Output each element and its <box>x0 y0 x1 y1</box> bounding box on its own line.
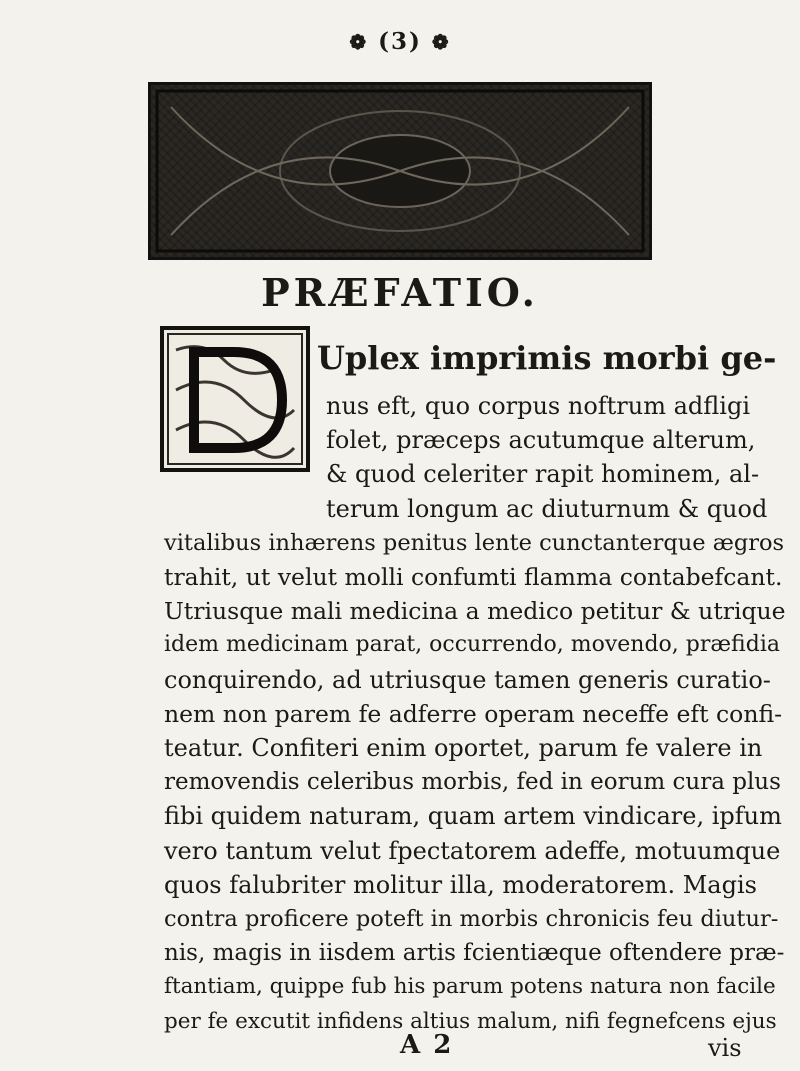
text-line: per fe excutit infidens altius malum, nifi fegnefcens ejus <box>164 1008 777 1034</box>
text-line: Utriusque mali medicina a medico petitur & utrique <box>164 597 786 626</box>
ornamental-headpiece-icon <box>148 82 652 260</box>
ornament-left-icon: ❁ <box>349 30 369 54</box>
decorated-initial-d-icon <box>160 326 310 472</box>
text-line: quos falubriter molitur illa, moderatorem. Magis <box>164 870 757 899</box>
section-title: PRÆFATIO. <box>261 270 539 315</box>
text-line: folet, præceps acutumque alterum, <box>326 426 756 455</box>
text-line: terum longum ac diuturnum & quod <box>326 494 768 523</box>
text-line: nus eft, quo corpus noftrum adfligi <box>326 392 751 420</box>
text-line: conquirendo, ad utriusque tamen generis curatio- <box>164 665 771 694</box>
text-line: ftantiam, quippe fub his parum potens natura non facile <box>164 974 776 1000</box>
first-line: Uplex imprimis morbi ge- <box>317 339 777 377</box>
text-line: contra proficere poteft in morbis chronicis feu diutur- <box>164 906 779 932</box>
text-line: & quod celeriter rapit hominem, al- <box>326 460 760 489</box>
signature-mark: A 2 <box>400 1030 454 1060</box>
text-line: teatur. Confiteri enim oportet, parum fe valere in <box>164 734 763 762</box>
text-line: removendis celeribus morbis, fed in eorum cura plus <box>164 769 781 796</box>
text-line: idem medicinam parat, occurrendo, movendo, præfidia <box>164 632 780 658</box>
page-number: (3) <box>378 28 422 55</box>
text-line: fibi quidem naturam, quam artem vindicare, ipfum <box>164 802 782 831</box>
ornament-right-icon: ❁ <box>431 30 451 54</box>
text-line: nem non parem fe adferre operam neceffe eft confi- <box>164 699 783 728</box>
running-head <box>0 28 800 55</box>
text-line: trahit, ut velut molli confumti flamma contabefcant. <box>164 563 783 591</box>
text-line: vitalibus inhærens penitus lente cunctanterque ægros <box>164 529 785 556</box>
text-line: nis, magis in iisdem artis fcientiæque oftendere præ- <box>164 940 785 967</box>
catchword: vis <box>708 1034 742 1062</box>
text-line: vero tantum velut fpectatorem adeffe, motuumque <box>164 836 781 865</box>
